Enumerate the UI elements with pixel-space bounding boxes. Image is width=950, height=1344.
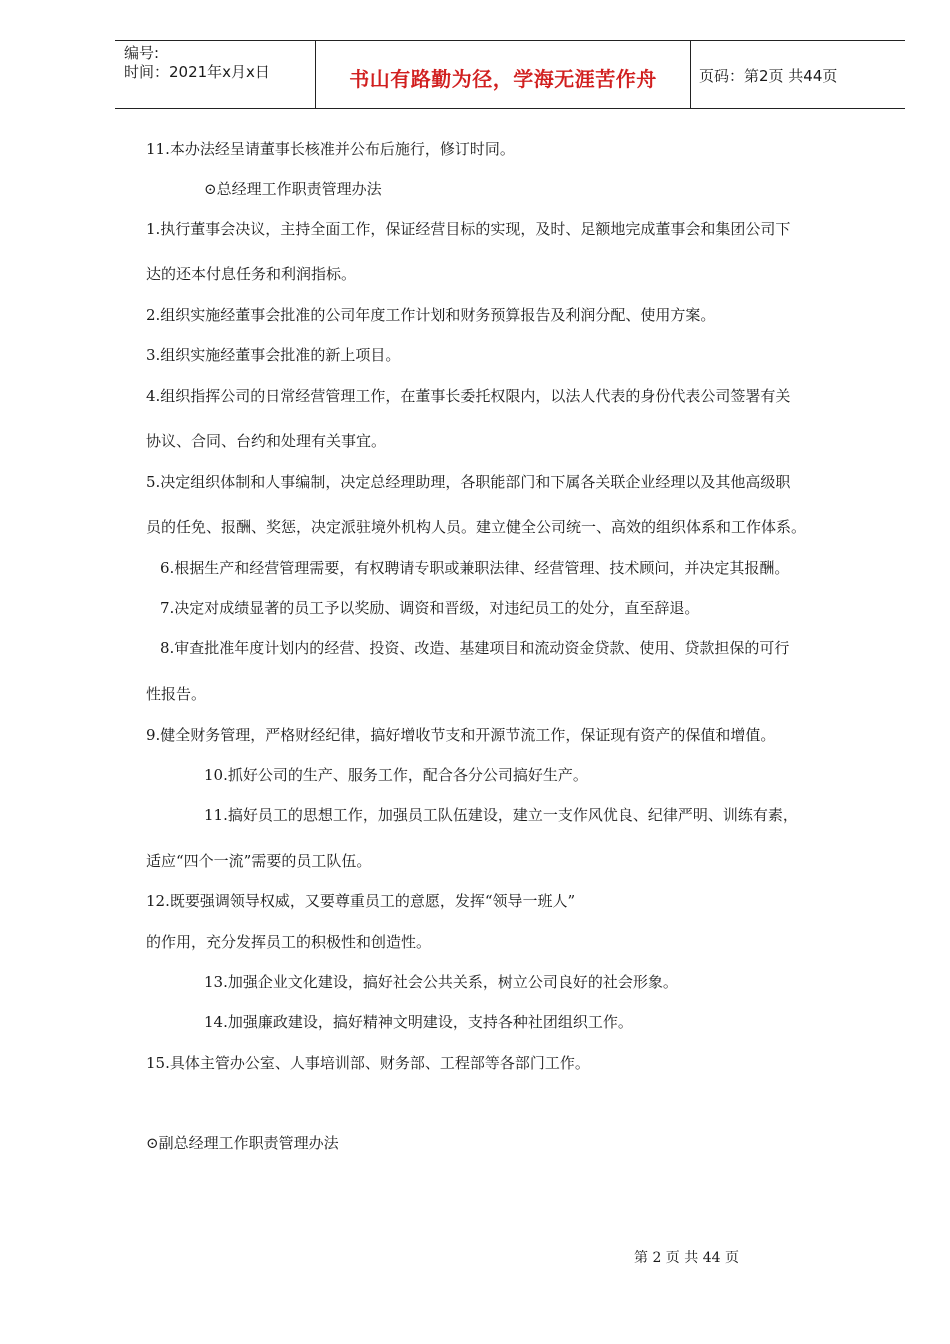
paragraph-line: 4.组织指挥公司的日常经营管理工作，在董事长委托权限内，以法人代表的身份代表公司签署有关 [146, 387, 791, 405]
paragraph-line: 6.根据生产和经营管理需要，有权聘请专职或兼职法律、经营管理、技术顾问，并决定其报酬。 [160, 559, 790, 577]
header-motto-cell [315, 41, 691, 108]
paragraph-line: 14.加强廉政建设，搞好精神文明建设，支持各种社团组织工作。 [204, 1013, 633, 1031]
paragraph-line: 的作用，充分发挥员工的积极性和创造性。 [146, 933, 432, 951]
paragraph-line: 10.抓好公司的生产、服务工作，配合各分公司搞好生产。 [204, 766, 588, 784]
header-motto: 书山有路勤为径，学海无涯苦作舟 [349, 67, 657, 91]
paragraph-line: 11.本办法经呈请董事长核准并公布后施行，修订时同。 [146, 140, 515, 158]
page-footer: 第 2 页 共 44 页 [634, 1250, 739, 1266]
paragraph-line: 9.健全财务管理，严格财经纪律，搞好增收节支和开源节流工作，保证现有资产的保值和增值。 [146, 726, 776, 744]
paragraph-line: 2.组织实施经董事会批准的公司年度工作计划和财务预算报告及利润分配、使用方案。 [146, 306, 716, 324]
paragraph-line: 1.执行董事会决议，主持全面工作，保证经营目标的实现，及时、足额地完成董事会和集团公司下 [146, 220, 791, 238]
document-number-label: 编号: [124, 44, 160, 62]
paragraph-line: 15.具体主管办公室、人事培训部、财务部、工程部等各部门工作。 [146, 1054, 590, 1072]
document-time-label: 时间：2021年x月x日 [124, 63, 270, 81]
paragraph-line: 员的任免、报酬、奖惩，决定派驻境外机构人员。建立健全公司统一、高效的组织体系和工作体系。 [146, 518, 807, 536]
section-heading: ⊙副总经理工作职责管理办法 [146, 1134, 339, 1152]
document-header [115, 40, 905, 109]
header-meta-cell [115, 41, 315, 108]
paragraph-line: 适应“四个一流”需要的员工队伍。 [146, 852, 372, 870]
header-page-info: 页码：第2页 共44页 [699, 67, 838, 85]
paragraph-line: 性报告。 [146, 685, 207, 703]
paragraph-line: 11.搞好员工的思想工作，加强员工队伍建设，建立一支作风优良、纪律严明、训练有素， [204, 806, 798, 824]
section-heading: ⊙总经理工作职责管理办法 [204, 180, 382, 198]
paragraph-line: 8.审查批准年度计划内的经营、投资、改造、基建项目和流动资金贷款、使用、贷款担保的可行 [160, 639, 790, 657]
paragraph-line: 12.既要强调领导权威，又要尊重员工的意愿，发挥“领导一班人” [146, 892, 576, 910]
paragraph-line: 13.加强企业文化建设，搞好社会公共关系，树立公司良好的社会形象。 [204, 973, 678, 991]
paragraph-line: 7.决定对成绩显著的员工予以奖励、调资和晋级，对违纪员工的处分，直至辞退。 [160, 599, 700, 617]
paragraph-line: 协议、合同、台约和处理有关事宜。 [146, 432, 387, 450]
paragraph-line: 5.决定组织体制和人事编制，决定总经理助理，各职能部门和下属各关联企业经理以及其他高级职 [146, 473, 791, 491]
paragraph-line: 3.组织实施经董事会批准的新上项目。 [146, 346, 401, 364]
paragraph-line: 达的还本付息任务和利润指标。 [146, 265, 357, 283]
